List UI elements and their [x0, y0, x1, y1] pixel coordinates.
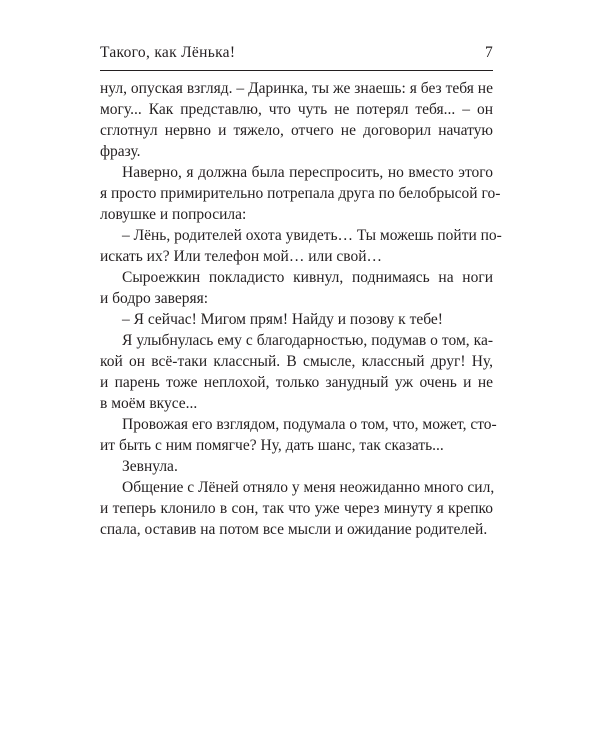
body-text — [100, 78, 502, 540]
text-line: и теперь клонило в сон, так что уже через минуту я крепко — [100, 500, 493, 517]
text-line: фразу. — [100, 143, 141, 160]
text-line: и парень тоже неплохой, только занудный уж очень и не — [100, 374, 493, 391]
text-line: в моём вкусе... — [100, 395, 198, 412]
text-line: ловушке и попросила: — [100, 206, 247, 223]
paragraph — [100, 162, 501, 225]
paragraph — [100, 225, 502, 267]
text-line: ит быть с ним помягче? Ну, дать шанс, так сказать... — [100, 437, 444, 454]
text-line: Зевнула. — [122, 458, 178, 475]
paragraph — [100, 456, 493, 477]
text-line: и бодро заверяя: — [100, 290, 209, 307]
text-line: искать их? Или телефон мой… или свой… — [100, 248, 383, 265]
text-line: спала, оставив на потом все мысли и ожидание родителей. — [100, 521, 488, 538]
paragraph — [100, 414, 497, 456]
text-line: сглотнул нервно и тяжело, отчего не договорил начатую — [100, 122, 493, 139]
text-line: Я улыбнулась ему с благодарностью, подумав о том, ка- — [122, 332, 493, 349]
text-line: – Я сейчас! Мигом прям! Найду и позову к тебе! — [122, 311, 443, 328]
page-number: 7 — [484, 44, 493, 61]
paragraph — [100, 78, 493, 162]
text-line: Наверно, я должна была переспросить, но вместо этого — [122, 164, 493, 181]
text-line: я просто примирительно потрепала друга по белобрысой го- — [100, 185, 501, 202]
header-rule — [100, 70, 493, 71]
text-line: могу... Как представлю, что чуть не потерял тебя... – он — [100, 101, 493, 118]
paragraph — [100, 477, 493, 540]
text-line: Сыроежкин покладисто кивнул, поднимаясь на ноги — [122, 269, 493, 286]
running-head — [100, 44, 493, 62]
text-line: кой он всё-таки классный. В смысле, классный друг! Ну, — [100, 353, 493, 370]
running-title: Такого, как Лёнька! — [100, 44, 236, 61]
paragraph — [100, 267, 493, 309]
text-line: нул, опуская взгляд. – Даринка, ты же знаешь: я без тебя не — [100, 80, 493, 97]
paragraph — [100, 309, 493, 330]
paragraph — [100, 330, 493, 414]
text-line: Общение с Лёней отняло у меня неожиданно много сил, — [122, 479, 495, 496]
text-line: – Лёнь, родителей охота увидеть… Ты можешь пойти по- — [122, 227, 502, 244]
text-line: Провожая его взглядом, подумала о том, что, может, сто- — [122, 416, 497, 433]
